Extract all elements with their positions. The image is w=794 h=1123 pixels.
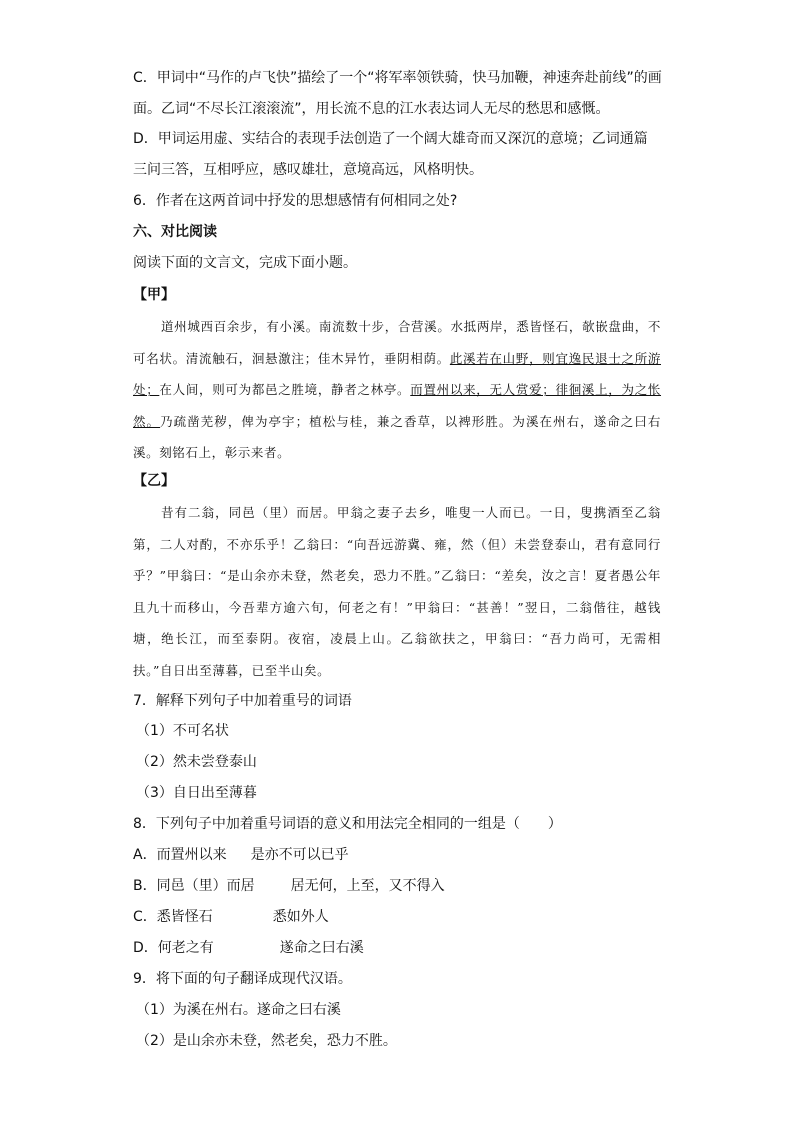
passage-jia-text: 道州城西百余步，有小溪。南流数十步，合营溪。水抵两岸，悉皆怪石，欹嵌盘曲，不可名状。清流触石，洄悬激注；佳木异竹，垂阴相荫。 (133, 319, 661, 366)
question-8: 8．下列句子中加着重号词语的意义和用法完全相同的一组是（ ） (133, 816, 562, 832)
passage-jia (133, 311, 661, 469)
q8-c-left: C．悉皆怪石 (133, 909, 213, 925)
q8-c-right: 悉如外人 (272, 909, 329, 925)
passage-jia-label: 【甲】 (133, 287, 175, 303)
q5-option-c-line2: 面。乙词“不尽长江滚滚流”，用长流不息的江水表达词人无尽的愁思和感慨。 (133, 101, 610, 117)
q8-option-a (133, 844, 349, 866)
q8-b-left: B．同邑（里）而居 (133, 878, 255, 894)
question-9: 9．将下面的句子翻译成现代汉语。 (133, 971, 352, 987)
passage-yi: 昔有二翁，同邑（里）而居。甲翁之妻子去乡，唯叟一人而已。一日，叟携酒至乙翁第，二人对酌，不亦乐乎！乙翁曰：“向吾远游冀、雍，然（但）未尝登泰山，君有意同行乎？”甲翁曰：“是山余亦未登，然老矣，恐力不胜。”乙翁曰：“差矣，汝之言！夏者愚公年且九十而移山，今吾辈方逾六旬，何老之有！”甲翁曰：“甚善！”翌日，二翁偕往，越钱塘，绝长江，而至泰阴。夜宿，凌晨上山。乙翁欲扶之，甲翁曰：“吾力尚可，无需相扶。”自日出至薄暮，已至半山矣。 (133, 505, 661, 678)
passage-jia-underlined-2: 而置州以来，无人赏爱；徘徊溪上，为之怅然。 (133, 382, 662, 429)
q8-option-b (133, 875, 445, 897)
question-7: 7．解释下列句子中加着重号的词语 (133, 693, 352, 709)
q8-a-left: A．而置州以来 (133, 847, 227, 863)
passage-jia-text-2: 在人间，则可为都邑之胜境，静者之林亭。 (159, 382, 411, 397)
passage-jia-text-3: 乃疏凿芜秽，俾为亭宇；植松与桂，兼之香草，以裨形胜。为溪在州右，遂命之曰右溪。刻铭石上，彰示来者。 (133, 413, 662, 460)
q8-option-d (133, 937, 364, 959)
passage-yi-label: 【乙】 (133, 473, 175, 489)
q9-item-2: （2）是山余亦未登，然老矣，恐力不胜。 (136, 1033, 397, 1049)
q8-d-left: D．何老之有 (133, 940, 214, 956)
q7-item-3: （3）自日出至薄暮 (136, 785, 257, 801)
q8-d-right: 遂命之曰右溪 (279, 940, 364, 956)
q8-option-c (133, 906, 329, 928)
q9-item-1: （1）为溪在州右。遂命之曰右溪 (136, 1002, 341, 1018)
q7-item-2: （2）然未尝登泰山 (136, 754, 257, 770)
passage-jia-underlined-1: 此溪若在山野，则宜逸民退士之所游处； (133, 350, 661, 397)
q5-option-c-line1: C．甲词中“马作的卢飞快”描绘了一个“将军率领铁骑，快马加鞭，神速奔赴前线”的画 (133, 70, 662, 86)
reading-instruction: 阅读下面的文言文，完成下面小题。 (133, 255, 357, 271)
q5-option-d-line2: 三问三答，互相呼应，感叹雄壮，意境高远，风格明快。 (133, 162, 483, 178)
q8-a-right: 是亦不可以已乎 (250, 847, 349, 863)
question-6: 6．作者在这两首词中抒发的思想感情有何相同之处? (133, 193, 458, 209)
q5-option-d-line1: D．甲词运用虚、实结合的表现手法创造了一个阔大雄奇而又深沉的意境；乙词通篇 (133, 131, 648, 147)
q8-b-right: 居无何，上至，又不得入 (290, 878, 445, 894)
section-heading: 六、对比阅读 (133, 224, 217, 240)
q7-item-1: （1）不可名状 (136, 723, 229, 739)
